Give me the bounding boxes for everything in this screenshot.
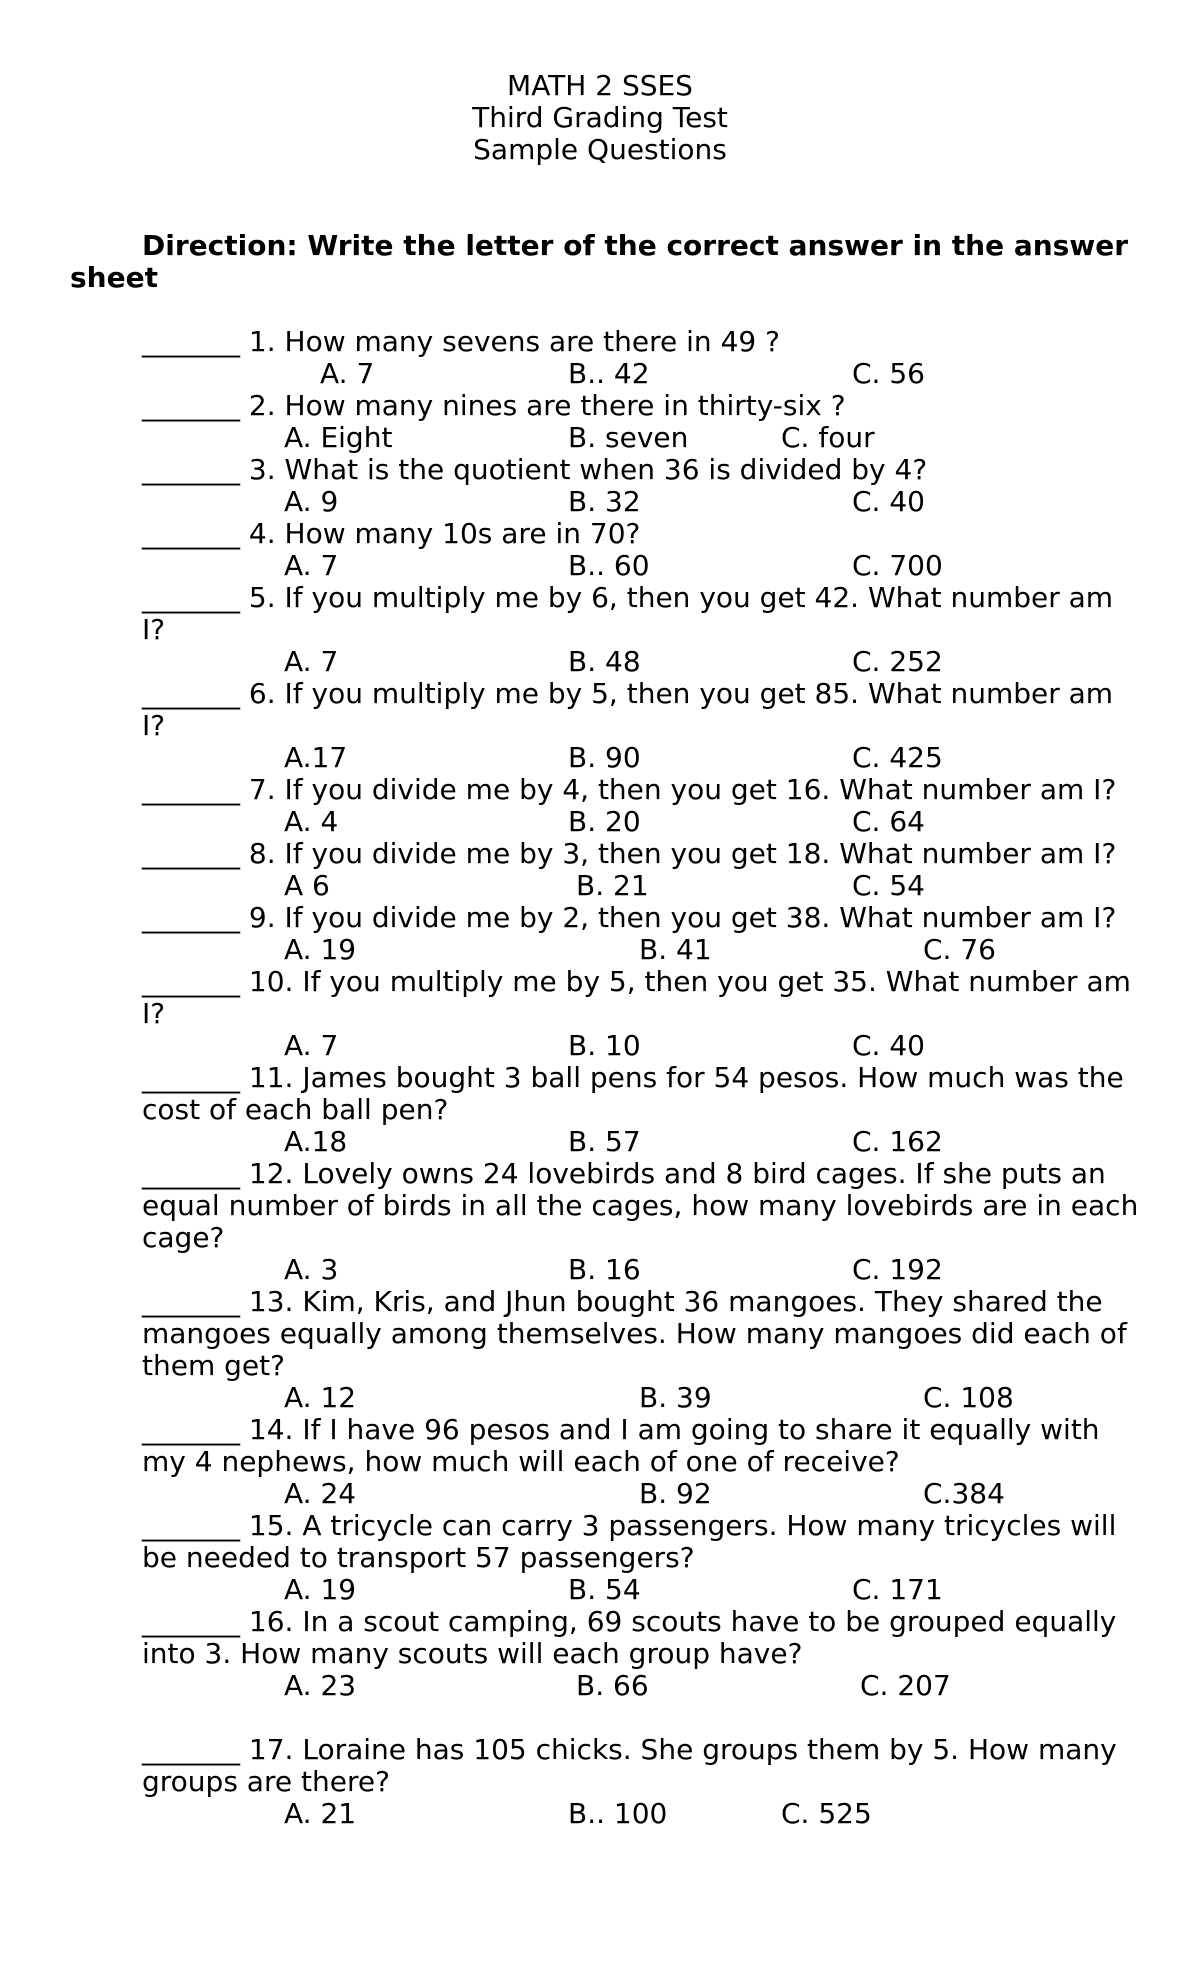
option-b: B.. 60 <box>568 549 650 582</box>
option-a: A. 19 <box>284 933 357 966</box>
question-text: _______ 12. Lovely owns 24 lovebirds and 8 bird cages. If she puts an equal number of birds in all the cages, how many lovebirds are in each cage? <box>142 1157 1139 1254</box>
option-b: B. 48 <box>568 645 641 678</box>
answer-options <box>142 422 1142 454</box>
question-text: _______ 3. What is the quotient when 36 is divided by 4? <box>142 453 928 486</box>
option-c: C. 192 <box>852 1253 943 1286</box>
option-b: B. 32 <box>568 485 641 518</box>
answer-options <box>142 646 1142 678</box>
answer-options <box>142 1798 1142 1830</box>
answer-options <box>142 870 1142 902</box>
answer-options <box>142 550 1142 582</box>
answer-options <box>142 742 1142 774</box>
option-a: A. Eight <box>284 421 393 454</box>
answer-options <box>142 1254 1142 1286</box>
question-text: _______ 8. If you divide me by 3, then you get 18. What number am I? <box>142 837 1117 870</box>
option-b: B.. 42 <box>568 357 650 390</box>
option-c: C. 425 <box>852 741 943 774</box>
question-text: _______ 4. How many 10s are in 70? <box>142 517 641 550</box>
option-c: C. 252 <box>852 645 943 678</box>
question-text: _______ 10. If you multiply me by 5, then you get 35. What number am I? <box>142 965 1131 1030</box>
option-c: C. 64 <box>852 805 925 838</box>
question-text: _______ 9. If you divide me by 2, then you get 38. What number am I? <box>142 901 1117 934</box>
option-a: A. 23 <box>284 1669 357 1702</box>
option-a: A. 7 <box>284 645 339 678</box>
answer-options <box>142 1382 1142 1414</box>
question-6 <box>142 678 1142 774</box>
option-c: C. 207 <box>860 1669 951 1702</box>
option-b: B. 10 <box>568 1029 641 1062</box>
answer-options <box>142 1478 1142 1510</box>
option-c: C. 54 <box>852 869 925 902</box>
option-a: A. 19 <box>284 1573 357 1606</box>
option-b: B. 66 <box>576 1669 649 1702</box>
question-text: _______ 5. If you multiply me by 6, then you get 42. What number am I? <box>142 581 1114 646</box>
answer-options <box>142 358 1142 390</box>
question-text: _______ 14. If I have 96 pesos and I am going to share it equally with my 4 nephews, how much will each of one of receive? <box>142 1413 1100 1478</box>
question-11 <box>142 1062 1142 1158</box>
answer-options <box>142 486 1142 518</box>
question-5 <box>142 582 1142 678</box>
option-b: B. 20 <box>568 805 641 838</box>
question-text: _______ 2. How many nines are there in thirty-six ? <box>142 389 846 422</box>
question-16 <box>142 1606 1142 1702</box>
header-test-title: Third Grading Test <box>472 101 728 134</box>
answer-options <box>142 934 1142 966</box>
option-b: B. 57 <box>568 1125 641 1158</box>
question-2 <box>142 390 1142 454</box>
question-9 <box>142 902 1142 966</box>
direction-text: Direction: Write the letter of the correct answer in the answer sheet <box>70 229 1129 294</box>
question-4 <box>142 518 1142 582</box>
option-b: B.. 100 <box>568 1797 668 1830</box>
option-a: A. 24 <box>284 1477 357 1510</box>
option-c: C.384 <box>923 1477 1005 1510</box>
option-a: A. 7 <box>320 357 375 390</box>
question-17 <box>142 1734 1142 1830</box>
option-b: B. 92 <box>639 1477 712 1510</box>
option-c: C. 76 <box>923 933 996 966</box>
option-c: C. 108 <box>923 1381 1014 1414</box>
question-10 <box>142 966 1142 1062</box>
option-a: A.18 <box>284 1125 348 1158</box>
answer-options <box>142 806 1142 838</box>
question-text: _______ 17. Loraine has 105 chicks. She groups them by 5. How many groups are there? <box>142 1733 1117 1798</box>
option-a: A. 12 <box>284 1381 357 1414</box>
header-subtitle: Sample Questions <box>473 133 727 166</box>
answer-options <box>142 1030 1142 1062</box>
question-3 <box>142 454 1142 518</box>
question-text: _______ 13. Kim, Kris, and Jhun bought 36 mangoes. They shared the mangoes equally among themselves. How many mangoes did each of them get? <box>142 1285 1127 1382</box>
option-a: A. 21 <box>284 1797 357 1830</box>
question-13 <box>142 1286 1142 1414</box>
option-b: B. 41 <box>639 933 712 966</box>
question-text: _______ 6. If you multiply me by 5, then you get 85. What number am I? <box>142 677 1114 742</box>
option-a: A. 7 <box>284 1029 339 1062</box>
question-1 <box>142 326 1142 390</box>
option-c: C. 40 <box>852 1029 925 1062</box>
option-c: C. 56 <box>852 357 925 390</box>
question-text: _______ 11. James bought 3 ball pens for 54 pesos. How much was the cost of each ball pen? <box>142 1061 1124 1126</box>
option-b: B. 39 <box>639 1381 712 1414</box>
answer-options <box>142 1670 1142 1702</box>
option-c: C. 162 <box>852 1125 943 1158</box>
option-a: A. 4 <box>284 805 339 838</box>
question-list <box>142 326 1142 1830</box>
option-c: C. 525 <box>781 1797 872 1830</box>
option-a: A.17 <box>284 741 348 774</box>
question-text: _______ 15. A tricycle can carry 3 passengers. How many tricycles will be needed to transport 57 passengers? <box>142 1509 1117 1574</box>
question-text: _______ 1. How many sevens are there in 49 ? <box>142 325 780 358</box>
option-b: B. 16 <box>568 1253 641 1286</box>
question-14 <box>142 1414 1142 1510</box>
option-a: A. 3 <box>284 1253 339 1286</box>
option-c: C. 171 <box>852 1573 943 1606</box>
question-15 <box>142 1510 1142 1606</box>
option-c: C. 700 <box>852 549 943 582</box>
option-a: A 6 <box>284 869 330 902</box>
question-7 <box>142 774 1142 838</box>
question-text: _______ 7. If you divide me by 4, then you get 16. What number am I? <box>142 773 1117 806</box>
option-c: C. four <box>781 421 875 454</box>
question-8 <box>142 838 1142 902</box>
option-b: B. 90 <box>568 741 641 774</box>
option-b: B. 54 <box>568 1573 641 1606</box>
option-c: C. 40 <box>852 485 925 518</box>
header <box>0 70 1200 166</box>
answer-options <box>142 1574 1142 1606</box>
option-a: A. 7 <box>284 549 339 582</box>
answer-options <box>142 1126 1142 1158</box>
option-a: A. 9 <box>284 485 339 518</box>
option-b: B. 21 <box>576 869 649 902</box>
question-text: _______ 16. In a scout camping, 69 scouts have to be grouped equally into 3. How many scouts will each group have? <box>142 1605 1117 1670</box>
option-b: B. seven <box>568 421 689 454</box>
question-12 <box>142 1158 1142 1286</box>
blank-line <box>142 1702 1142 1734</box>
header-subject: MATH 2 SSES <box>507 69 693 102</box>
